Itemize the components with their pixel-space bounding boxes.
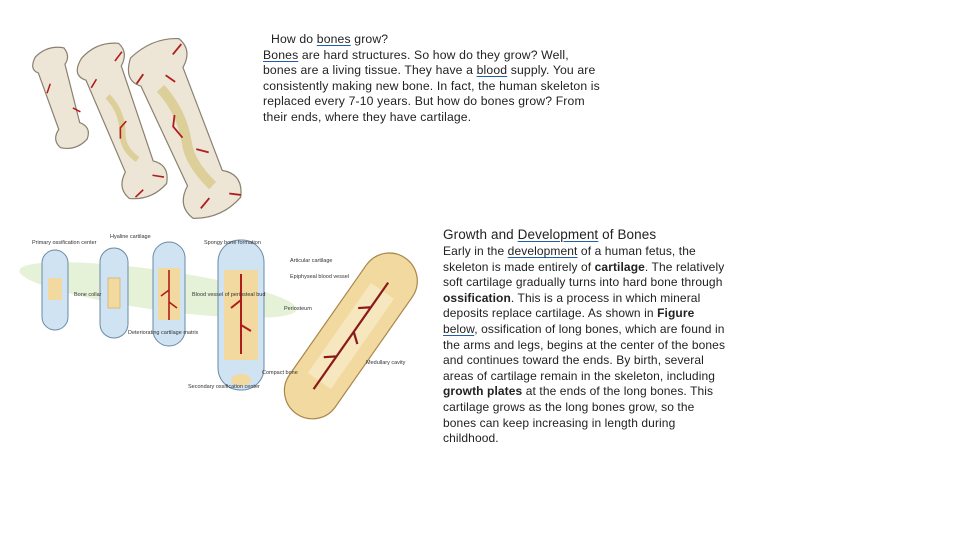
below-link[interactable]: below xyxy=(443,321,475,336)
label-epiphyseal: Epiphyseal blood vessel xyxy=(290,274,350,280)
label-spongy: Spongy bone formation xyxy=(204,240,261,246)
label-articular: Articular cartilage xyxy=(290,258,333,264)
bone-growth-illustration xyxy=(20,40,260,215)
bones-link[interactable]: bones xyxy=(316,32,351,46)
label-periosteum: Periosteum xyxy=(284,306,312,312)
label-hyaline: Hyaline cartilage xyxy=(110,234,151,240)
intro-text-block xyxy=(263,32,603,126)
growth-text-block xyxy=(443,226,728,447)
intro-question: How do bones grow? xyxy=(271,32,389,46)
blood-link[interactable]: blood xyxy=(476,63,508,78)
stage-2-bone-collar xyxy=(100,248,128,338)
development-link[interactable]: development xyxy=(507,244,578,258)
growth-paragraph: Early in the development of a human fetus, the skeleton is made entirely of cartilage. The relatively soft cartilage gradually turns into hard bone through ossification. This is a process in which mineral deposits replace cartilage. As shown in Figure below, ossification of long bones, which are found in the arms and legs, begins at the center of the bones and continues toward the ends. By birth, several areas of cartilage remain in the skeleton, including growth plates at the ends of the long bones. This cartilage grows as the long bones grow, so the bones can keep increasing in length during childhood. xyxy=(443,244,726,446)
label-compact: Compact bone xyxy=(262,370,298,376)
growth-heading: Growth and Development of Bones xyxy=(443,227,657,242)
label-medullary: Medullary cavity xyxy=(366,360,406,366)
stage-1-cartilage xyxy=(42,250,68,330)
label-blood-vessel: Blood vessel of periosteal bud xyxy=(192,292,266,298)
label-bone-collar: Bone collar xyxy=(74,292,102,298)
stage-5-mature-bone xyxy=(273,242,428,430)
label-primary: Primary ossification center xyxy=(32,240,97,246)
label-deteriorating: Deteriorating cartilage matrix xyxy=(128,330,199,336)
stage-4-secondary-center xyxy=(218,240,264,390)
bones-paragraph-link[interactable]: Bones xyxy=(263,47,299,62)
intro-paragraph: Bones are hard structures. So how do they grow? Well, bones are a living tissue. They have a blood supply. You are consistently making new bone. In fact, the human skeleton is replaced every 7-10 years. But how do bones grow? From their ends, where they have cartilage. xyxy=(263,47,600,124)
ossification-figure xyxy=(28,230,406,430)
development-heading-link[interactable]: Development xyxy=(517,227,599,242)
label-secondary: Secondary ossification center xyxy=(188,384,260,390)
